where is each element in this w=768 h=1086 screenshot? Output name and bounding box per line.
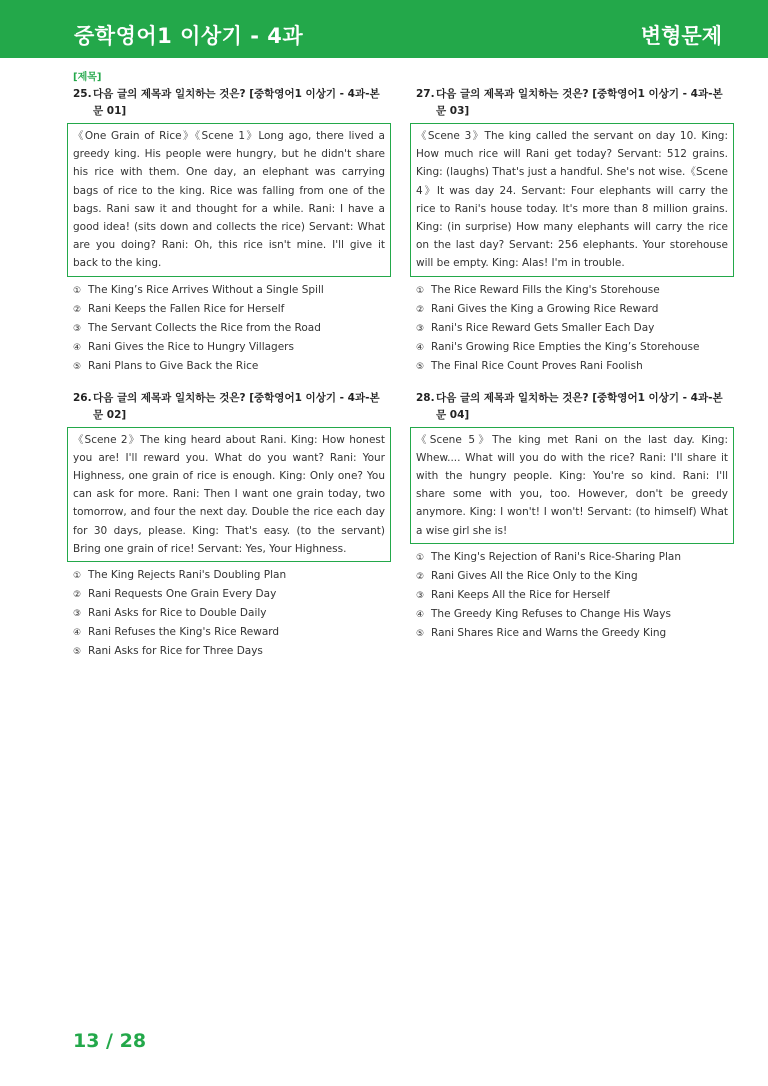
option-marker: ②: [73, 304, 82, 315]
passage-box: 《Scene 5》The king met Rani on the last day. King: Whew.... What will you do with the rice? Rani: I'll share it with the hungry people. King: You're so kind. Rani: I'll share some with you, too. However, don't be greedy anymore. King: I won't! I won't! Servant: (to himself) What a wise girl she is!: [410, 427, 734, 544]
option-text: Rani Shares Rice and Warns the Greedy King: [431, 626, 667, 639]
answer-option[interactable]: [416, 300, 734, 319]
answer-option[interactable]: [416, 548, 734, 567]
option-text: Rani Gives the King a Growing Rice Reward: [431, 302, 659, 315]
question-number: 26.: [73, 391, 92, 404]
answer-option[interactable]: [73, 585, 391, 604]
question-prompt: 다음 글의 제목과 일치하는 것은? [중학영어1 이상기 - 4과-본문 03]: [436, 88, 723, 117]
option-marker: ④: [73, 628, 82, 639]
right-column: [410, 86, 734, 657]
answer-option[interactable]: [73, 604, 391, 623]
option-text: Rani Keeps the Fallen Rice for Herself: [88, 302, 285, 315]
option-text: The Servant Collects the Rice from the Road: [88, 321, 321, 334]
option-marker: ①: [73, 285, 82, 296]
question-header: [410, 86, 734, 120]
option-text: Rani Asks for Rice to Double Daily: [88, 607, 267, 620]
option-text: Rani Keeps All the Rice for Herself: [431, 588, 610, 601]
option-text: Rani Asks for Rice for Three Days: [88, 645, 263, 658]
option-text: Rani's Rice Reward Gets Smaller Each Day: [431, 321, 655, 334]
header-tag: 변형문제: [640, 24, 722, 48]
option-marker: ①: [416, 552, 425, 563]
option-marker: ②: [416, 304, 425, 315]
option-marker: ⑤: [73, 361, 82, 372]
option-marker: ③: [73, 323, 82, 334]
option-marker: ①: [73, 571, 82, 582]
answer-option[interactable]: [73, 357, 391, 376]
answer-option[interactable]: [73, 338, 391, 357]
answer-option[interactable]: [416, 567, 734, 586]
section-label: [제목]: [73, 72, 102, 83]
option-text: The Rice Reward Fills the King's Storehouse: [431, 283, 660, 296]
option-text: Rani Refuses the King's Rice Reward: [88, 626, 280, 639]
option-marker: ②: [73, 590, 82, 601]
answer-option[interactable]: [416, 281, 734, 300]
option-marker: ⑤: [73, 647, 82, 658]
question-header: [67, 390, 391, 424]
answer-options: [67, 281, 391, 376]
answer-options: [410, 281, 734, 376]
answer-option[interactable]: [416, 357, 734, 376]
question-number: 25.: [73, 88, 92, 100]
question-number: 28.: [416, 391, 435, 404]
option-text: The King's Rejection of Rani's Rice-Sharing Plan: [431, 550, 682, 563]
question-27: [410, 86, 734, 376]
answer-option[interactable]: [416, 338, 734, 357]
question-25: [67, 86, 391, 376]
option-marker: ⑤: [416, 628, 425, 639]
question-28: [410, 390, 734, 643]
option-marker: ③: [416, 590, 425, 601]
answer-option[interactable]: [73, 281, 391, 300]
question-prompt: 다음 글의 제목과 일치하는 것은? [중학영어1 이상기 - 4과-본문 02]: [93, 391, 380, 421]
option-marker: ④: [416, 609, 425, 620]
question-26: [67, 390, 391, 661]
question-header: [67, 86, 391, 120]
answer-option[interactable]: [73, 319, 391, 338]
option-text: The Final Rice Count Proves Rani Foolish: [431, 359, 643, 372]
question-prompt: 다음 글의 제목과 일치하는 것은? [중학영어1 이상기 - 4과-본문 04]: [436, 391, 723, 421]
passage-box: 《Scene 3》The king called the servant on day 10. King: How much rice will Rani get today? Servant: 512 grains. King: (laughs) That's just a handful. She's not wise.《Scene 4》It was day 24. Servant: Four elephants will carry the rice to Rani's house today. It's more than 8 million grains. King: (in surprise) How many elephants will carry the rice on the last day? Servant: 256 elephants. Your storehouse will be empty. King: Alas! I'm in trouble.: [410, 123, 734, 277]
passage-box: 《One Grain of Rice》《Scene 1》Long ago, there lived a greedy king. His people were hungry, but he didn't share his rice with them. One day, an elephant was carrying bags of rice to the king. Rice was falling from one of the bags. Rani saw it and thought for a while. Rani: I have a good idea! (sits down and collects the rice) Servant: What are you doing? Rani: Oh, this rice isn't mine. I'll give it back to the king.: [67, 123, 391, 277]
option-text: The King’s Rice Arrives Without a Single Spill: [88, 283, 324, 296]
question-header: [410, 390, 734, 424]
answer-options: [410, 548, 734, 643]
option-marker: ④: [73, 342, 82, 353]
answer-option[interactable]: [73, 566, 391, 585]
left-column: [67, 86, 391, 675]
option-marker: ④: [416, 342, 425, 353]
passage-box: 《Scene 2》The king heard about Rani. King: How honest you are! I'll reward you. What do you want? Rani: Your Highness, one grain of rice is enough. King: Only one? You can ask for more. Rani: Then I want one grain today, two tomorrow, and four the next day. Double the rice each day for 30 days, please. King: That's easy. (to the servant) Bring one grain of rice! Servant: Yes, Your Highness.: [67, 427, 391, 562]
option-text: Rani's Growing Rice Empties the King’s Storehouse: [431, 340, 700, 353]
option-text: Rani Gives the Rice to Hungry Villagers: [88, 340, 294, 353]
question-prompt: 다음 글의 제목과 일치하는 것은? [중학영어1 이상기 - 4과-본문 01]: [93, 88, 380, 117]
answer-option[interactable]: [73, 623, 391, 642]
answer-option[interactable]: [73, 300, 391, 319]
question-number: 27.: [416, 88, 435, 100]
answer-option[interactable]: [416, 586, 734, 605]
option-text: The King Rejects Rani's Doubling Plan: [88, 569, 287, 582]
option-text: Rani Requests One Grain Every Day: [88, 588, 277, 601]
answer-option[interactable]: [416, 605, 734, 624]
header-title: 중학영어1 이상기 - 4과: [74, 24, 304, 48]
page-header: [0, 0, 768, 58]
answer-option[interactable]: [416, 624, 734, 643]
answer-options: [67, 566, 391, 661]
option-marker: ③: [73, 609, 82, 620]
page-number: 13 / 28: [73, 1030, 147, 1052]
option-marker: ②: [416, 571, 425, 582]
option-text: Rani Plans to Give Back the Rice: [88, 359, 259, 372]
option-marker: ①: [416, 285, 425, 296]
option-marker: ⑤: [416, 361, 425, 372]
answer-option[interactable]: [416, 319, 734, 338]
option-text: Rani Gives All the Rice Only to the King: [431, 569, 638, 582]
answer-option[interactable]: [73, 642, 391, 661]
option-marker: ③: [416, 323, 425, 334]
option-text: The Greedy King Refuses to Change His Ways: [431, 607, 671, 620]
